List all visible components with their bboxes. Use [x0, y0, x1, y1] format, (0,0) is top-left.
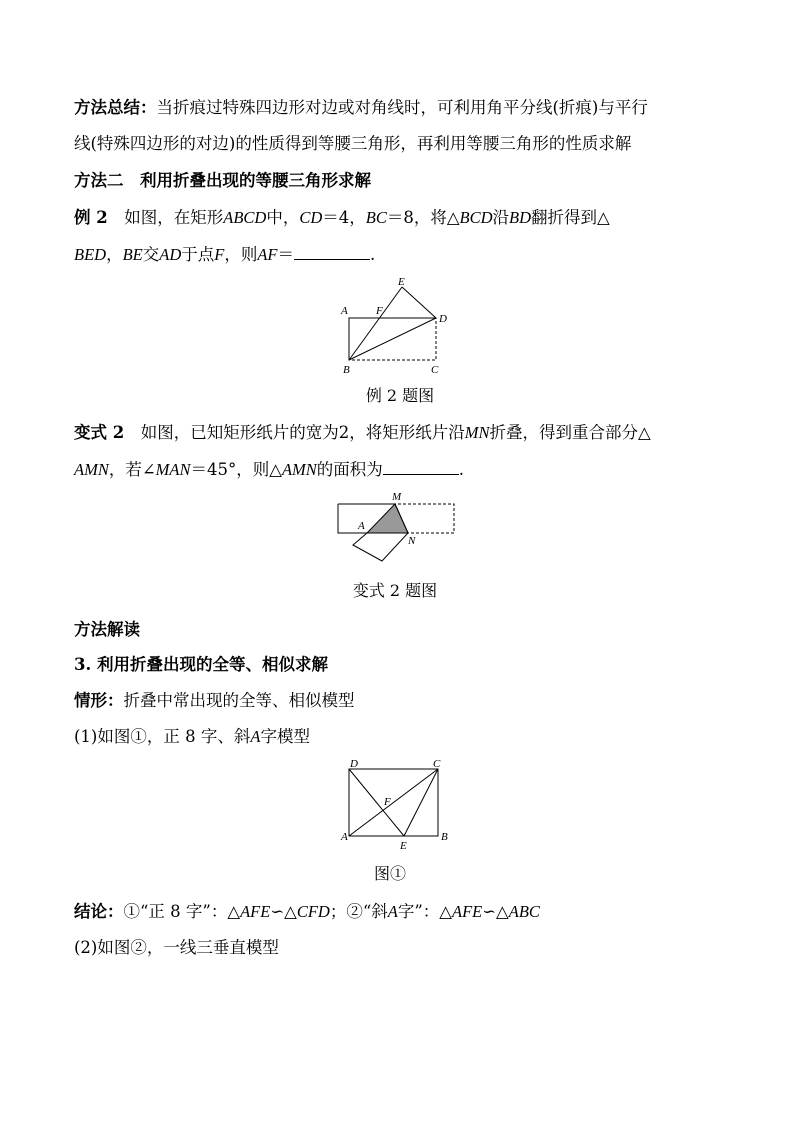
variant2-line-1	[74, 422, 651, 444]
conclusion-text: ∽△	[482, 902, 509, 921]
variant2-text: 折叠，得到重合部分△	[489, 423, 651, 442]
example2-caption: 例 2 题图	[365, 386, 435, 405]
segment-de	[349, 769, 404, 836]
var-f: F	[214, 245, 225, 264]
example2-text: ＝	[277, 245, 295, 264]
example2-line-1	[74, 207, 610, 229]
example2-line-2	[74, 243, 375, 266]
conclusion-label: 结论：	[74, 902, 124, 921]
label-a: A	[358, 520, 365, 532]
summary-label: 方法总结：	[74, 98, 157, 117]
var-man: MAN	[155, 460, 191, 479]
diagonal-bd	[349, 318, 436, 360]
label-e: E	[398, 276, 405, 288]
variant2-label: 变式 2	[74, 423, 125, 442]
var-amn: AMN	[74, 460, 109, 479]
method2-heading: 方法二 利用折叠出现的等腰三角形求解	[74, 171, 371, 190]
label-a: A	[341, 831, 348, 843]
conclusion-text: ∽△	[270, 902, 297, 921]
situation-text: 折叠中常出现的全等、相似模型	[123, 691, 355, 710]
summary-text-1: 当折痕过特殊四边形对边或对角线时，可利用角平分线(折痕)与平行	[156, 98, 648, 117]
variant2-text: ，若∠	[108, 460, 156, 479]
example2-text: 于点	[181, 245, 215, 264]
var-mn: MN	[464, 423, 490, 442]
situation-line	[74, 690, 355, 712]
var-bed: BED	[74, 245, 107, 264]
conclusion-text: 字”：△	[397, 902, 452, 921]
example2-text: 交	[142, 245, 160, 264]
variant2-figure	[330, 488, 460, 568]
example2-text: ，则	[224, 245, 258, 264]
variant2-text: 如图，已知矩形纸片的宽为2，将矩形纸片沿	[124, 423, 465, 442]
side-be	[349, 287, 402, 360]
side-ed	[402, 287, 436, 318]
var-a: A	[250, 727, 261, 746]
example2-figure	[340, 275, 460, 375]
var-abc: ABC	[508, 902, 540, 921]
label-d: D	[350, 758, 358, 770]
example2-text: ＝8，将△	[386, 208, 460, 227]
example2-text: ，	[106, 245, 123, 264]
example2-text: 翻折得到△	[531, 208, 610, 227]
label-b: B	[441, 831, 448, 843]
label-c: C	[431, 364, 439, 376]
var-bcd: BCD	[459, 208, 493, 227]
label-d: D	[439, 313, 447, 325]
var-cd: CD	[299, 208, 323, 227]
example2-text: .	[370, 245, 376, 264]
var-ad: AD	[159, 245, 182, 264]
case2-line: (2)如图②，一线三垂直模型	[74, 938, 279, 957]
variant2-caption: 变式 2 题图	[352, 581, 438, 600]
figure-1	[340, 758, 460, 853]
var-af: AF	[257, 245, 278, 264]
answer-blank[interactable]	[294, 243, 370, 260]
var-a: A	[387, 902, 398, 921]
summary-text-2: 线(特殊四边形的对边)的性质得到等腰三角形，再利用等腰三角形的性质求解	[74, 134, 632, 153]
var-afe: AFE	[240, 902, 271, 921]
label-n: N	[408, 535, 416, 547]
label-f: F	[384, 796, 391, 808]
variant2-line-2	[74, 458, 464, 481]
figure-1-caption: 图①	[373, 864, 406, 883]
label-b: B	[343, 364, 350, 376]
summary-line-1	[74, 97, 648, 119]
var-bc: BC	[365, 208, 387, 227]
example2-text: 如图，在矩形	[107, 208, 224, 227]
conclusion-line	[74, 901, 540, 923]
var-be: BE	[122, 245, 143, 264]
conclusion-text: ；②“斜	[329, 902, 388, 921]
label-f: F	[376, 305, 383, 317]
example2-text: 中，	[266, 208, 300, 227]
segment-ec	[404, 769, 438, 836]
example2-text: ＝4，	[322, 208, 366, 227]
var-amn: AMN	[281, 460, 317, 479]
label-e: E	[400, 840, 407, 852]
conclusion-text: ①“正 8 字”：△	[123, 902, 241, 921]
diagonal-ac	[349, 769, 438, 836]
situation-label: 情形：	[74, 691, 124, 710]
case1-text: 字模型	[260, 727, 310, 746]
var-cfd: CFD	[296, 902, 330, 921]
label-a: A	[341, 305, 348, 317]
summary-line-2	[74, 133, 631, 155]
variant2-text: ＝45°，则△	[190, 460, 282, 479]
var-bd: BD	[509, 208, 532, 227]
case1-text: (1)如图①，正 8 字、斜	[74, 727, 251, 746]
case1-line	[74, 726, 310, 748]
variant2-text: .	[458, 460, 465, 479]
example2-text: 沿	[492, 208, 510, 227]
var-afe: AFE	[451, 902, 483, 921]
answer-blank[interactable]	[383, 458, 459, 475]
folded-flap	[353, 533, 408, 561]
var-abcd: ABCD	[223, 208, 267, 227]
variant2-text: 的面积为	[316, 460, 383, 479]
label-c: C	[433, 758, 441, 770]
label-m: M	[392, 491, 402, 503]
point3-heading: 3. 利用折叠出现的全等、相似求解	[74, 655, 328, 674]
example2-label: 例 2	[74, 208, 108, 227]
method-reading-heading: 方法解读	[74, 620, 140, 639]
